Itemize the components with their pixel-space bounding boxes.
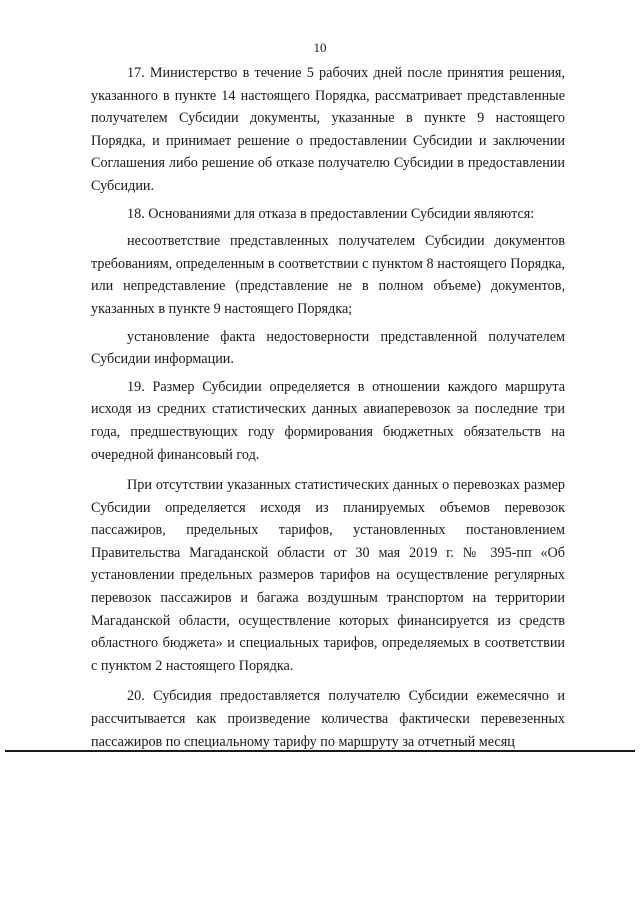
paragraph-17: 17. Министерство в течение 5 рабочих дней после принятия решения, указанного в пункте 14 настоящего Порядка, рассматривает представленные получателем Субсидии документы, указанные в пункте 9 настоящего Порядка, и принимает решение о предоставлении Субсидии и заключении Соглашения либо решение об отказе получателю Субсидии в предоставлении Субсидии. bbox=[91, 65, 565, 194]
paragraph-18-item-2: установление факта недостоверности представленной получателем Субсидии информации. bbox=[91, 328, 565, 368]
paragraph-18-item-1: несоответствие представленных получателем Субсидии документов требованиям, определенным в соответствии с пунктом 8 настоящего Порядка, или непредставление (представление не в полном объеме) документов, указанных в пункте 9 настоящего Порядка; bbox=[91, 233, 565, 317]
paragraph-20: 20. Субсидия предоставляется получателю Субсидии ежемесячно и рассчитывается как произведение количества фактически перевезенных пассажиров по специальному тарифу по маршруту за отчетный месяц bbox=[91, 688, 565, 750]
page-divider bbox=[5, 750, 635, 752]
paragraph-18: 18. Основаниями для отказа в предоставлении Субсидии являются: bbox=[127, 205, 535, 222]
page-number: 10 bbox=[313, 40, 327, 55]
paragraph-19: 19. Размер Субсидии определяется в отношении каждого маршрута исходя из средних статистических данных авиаперевозок за последние три года, предшествующих году формирования бюджетных обязательств на очередной финансовый год. bbox=[91, 378, 565, 463]
paragraph-19-continued: При отсутствии указанных статистических данных о перевозках размер Субсидии определяется исходя из планируемых объемов перевозок пассажиров, предельных тарифов, установленных постановлением Правительства Магаданской области от 30 мая 2019 г. № 395-пп «Об установлении предельных размеров тарифов на осуществление регулярных перевозок пассажиров и багажа воздушным транспортом на территории Магаданской области, осуществление которых финансируется из средств областного бюджета» и специальных тарифов, определяемых в соответствии с пунктом 2 настоящего Порядка. bbox=[91, 477, 565, 674]
document-body bbox=[91, 62, 565, 753]
